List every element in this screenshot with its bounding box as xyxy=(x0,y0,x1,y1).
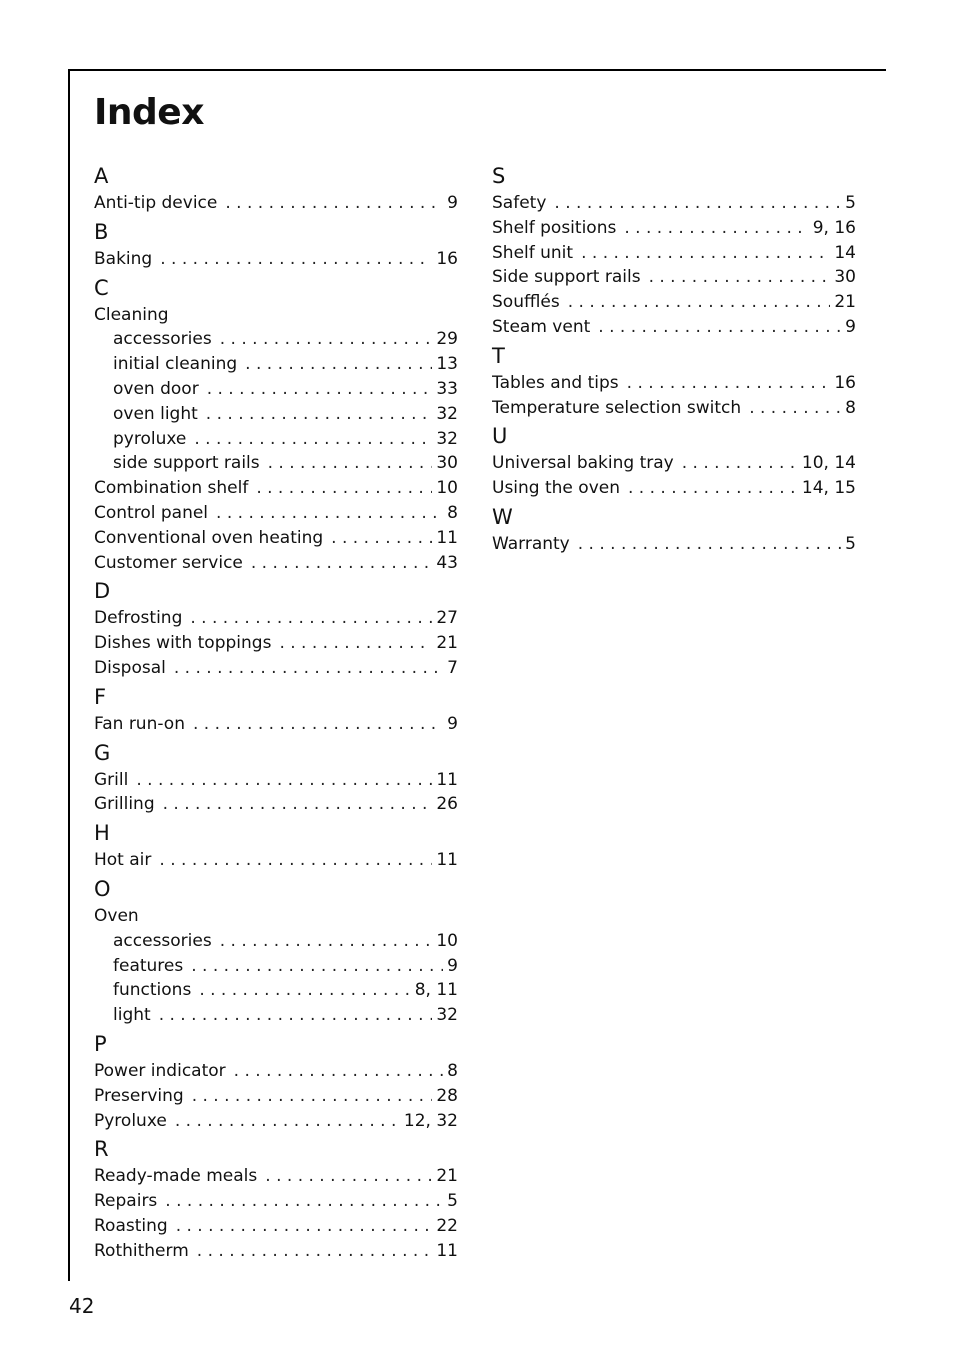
index-subentry xyxy=(94,427,458,452)
dot-leader xyxy=(220,327,433,352)
index-page-ref: 28 xyxy=(436,1085,458,1106)
index-page-ref: 11 xyxy=(436,850,458,871)
index-entry-label: Power indicator xyxy=(94,1060,226,1081)
index-entry-label: Defrosting xyxy=(94,608,183,629)
index-page-ref: 8 xyxy=(447,1060,458,1081)
index-entry-label: Using the oven xyxy=(492,478,620,499)
dot-leader xyxy=(682,451,798,476)
index-page-ref: 30 xyxy=(436,453,458,474)
index-entry-label: initial cleaning xyxy=(113,354,238,375)
index-entry-label: accessories xyxy=(113,329,212,350)
dot-leader xyxy=(194,427,432,452)
index-entry-label: Temperature selection switch xyxy=(492,397,742,418)
index-page-ref: 9, 16 xyxy=(812,217,856,238)
dot-leader xyxy=(206,402,433,427)
index-page-ref: 21 xyxy=(834,292,856,313)
dot-leader xyxy=(193,712,443,737)
index-letter-heading: B xyxy=(94,219,109,244)
index-page-ref: 5 xyxy=(845,533,856,554)
index-entry-label: Disposal xyxy=(94,657,166,678)
index-page-ref: 9 xyxy=(447,955,458,976)
dot-leader xyxy=(554,191,841,216)
index-entry xyxy=(94,792,458,817)
index-entry-label: Rothitherm xyxy=(94,1240,189,1261)
index-letter-heading: U xyxy=(492,424,508,449)
index-entry xyxy=(94,848,458,873)
index-subentry xyxy=(94,1003,458,1028)
index-subentry xyxy=(94,402,458,427)
dot-leader xyxy=(192,1084,433,1109)
index-entry xyxy=(94,768,458,793)
index-entry-label: features xyxy=(113,955,184,976)
dot-leader xyxy=(256,476,432,501)
index-entry-label: Combination shelf xyxy=(94,478,249,499)
index-entry-label: Pyroluxe xyxy=(94,1110,167,1131)
index-entry-label: Side support rails xyxy=(492,267,641,288)
index-entry-label: Warranty xyxy=(492,533,570,554)
dot-leader xyxy=(197,1239,433,1264)
index-entry-label: Grilling xyxy=(94,794,155,815)
index-subentry xyxy=(94,451,458,476)
index-subentry xyxy=(94,352,458,377)
index-page-ref: 11 xyxy=(436,1240,458,1261)
left-rule xyxy=(68,69,70,1281)
index-letter-heading: G xyxy=(94,740,111,765)
dot-leader xyxy=(624,216,808,241)
index-entry-label: Roasting xyxy=(94,1215,168,1236)
index-entry xyxy=(94,712,458,737)
dot-leader xyxy=(331,526,432,551)
index-letter-heading: S xyxy=(492,164,506,188)
index-entry-label: side support rails xyxy=(113,453,260,474)
index-page-ref: 7 xyxy=(447,657,458,678)
index-subentry xyxy=(94,929,458,954)
dot-leader xyxy=(578,532,841,557)
page-title: Index xyxy=(94,92,204,133)
dot-leader xyxy=(245,352,432,377)
index-entry-label: Steam vent xyxy=(492,316,591,337)
index-entry xyxy=(94,904,458,929)
index-letter-heading: F xyxy=(94,684,107,709)
dot-leader xyxy=(749,396,841,421)
index-page-ref: 32 xyxy=(436,403,458,424)
index-subentry xyxy=(94,377,458,402)
index-page-ref: 5 xyxy=(845,193,856,213)
index-page-ref: 10, 14 xyxy=(801,453,856,474)
index-page-ref: 30 xyxy=(834,267,856,288)
index-page-ref: 11 xyxy=(436,527,458,548)
index-page-ref: 9 xyxy=(447,193,458,213)
index-entry xyxy=(94,1239,458,1264)
index-entry-label: Oven xyxy=(94,905,139,926)
dot-leader xyxy=(265,1164,432,1189)
index-entry-label: oven light xyxy=(113,403,198,424)
index-entry xyxy=(94,1084,458,1109)
index-letter-heading: A xyxy=(94,164,109,188)
index-page-ref: 27 xyxy=(436,608,458,629)
index-page-ref: 22 xyxy=(436,1215,458,1236)
index-page-ref: 8 xyxy=(447,502,458,523)
index-letter-heading: O xyxy=(94,876,111,901)
index-page-ref: 43 xyxy=(436,552,458,573)
index-page-ref: 8, 11 xyxy=(414,980,458,1001)
index-entry xyxy=(492,315,856,340)
dot-leader xyxy=(191,954,443,979)
index-letter-heading: C xyxy=(94,275,109,300)
index-page-ref: 12, 32 xyxy=(403,1110,458,1131)
dot-leader xyxy=(225,191,443,216)
dot-leader xyxy=(163,792,433,817)
index-entry xyxy=(492,290,856,315)
index-page-ref: 16 xyxy=(834,372,856,393)
dot-leader xyxy=(199,978,410,1003)
index-subentry xyxy=(94,327,458,352)
dot-leader xyxy=(220,929,433,954)
index-entry-label: Dishes with toppings xyxy=(94,633,272,654)
index-page-ref: 33 xyxy=(436,378,458,399)
index-entry-label: Preserving xyxy=(94,1085,184,1106)
dot-leader xyxy=(207,377,433,402)
index-entry-label: functions xyxy=(113,980,192,1001)
page-number: 42 xyxy=(69,1294,95,1318)
dot-leader xyxy=(568,290,831,315)
index-entry xyxy=(492,216,856,241)
dot-leader xyxy=(628,476,798,501)
index-entry xyxy=(94,476,458,501)
index-page-ref: 5 xyxy=(447,1191,458,1212)
index-page-ref: 21 xyxy=(436,1166,458,1187)
index-entry xyxy=(94,1214,458,1239)
index-entry-label: Control panel xyxy=(94,502,209,523)
dot-leader xyxy=(176,1214,433,1239)
dot-leader xyxy=(581,241,830,266)
index-column-left xyxy=(94,160,458,1264)
index-entry-label: Conventional oven heating xyxy=(94,527,324,548)
index-subentry xyxy=(94,954,458,979)
index-entry xyxy=(492,396,856,421)
index-letter-heading: D xyxy=(94,579,111,604)
top-rule xyxy=(68,69,886,71)
index-entry xyxy=(94,1164,458,1189)
dot-leader xyxy=(598,315,841,340)
index-page-ref: 29 xyxy=(436,329,458,350)
index-page-ref: 10 xyxy=(436,930,458,951)
index-entry-label: Safety xyxy=(492,193,547,213)
index-entry-label: Soufflés xyxy=(492,292,560,313)
index-entry-label: Anti-tip device xyxy=(94,193,218,213)
index-entry-label: pyroluxe xyxy=(113,428,187,449)
index-entry xyxy=(492,241,856,266)
index-entry-label: oven door xyxy=(113,378,199,399)
dot-leader xyxy=(175,1109,400,1134)
index-page-ref: 11 xyxy=(436,769,458,790)
index-entry xyxy=(94,247,458,272)
dot-leader xyxy=(190,606,432,631)
dot-leader xyxy=(268,451,433,476)
index-subentry xyxy=(94,978,458,1003)
dot-leader xyxy=(279,631,432,656)
index-entry-label: Hot air xyxy=(94,850,152,871)
dot-leader xyxy=(216,501,443,526)
index-page-ref: 16 xyxy=(436,248,458,269)
index-page-ref: 21 xyxy=(436,633,458,654)
index-page-ref: 14, 15 xyxy=(801,478,856,499)
dot-leader xyxy=(160,247,432,272)
index-entry xyxy=(94,656,458,681)
index-entry-label: Baking xyxy=(94,248,153,269)
index-entry-label: Tables and tips xyxy=(492,372,619,393)
index-column-right xyxy=(492,160,856,557)
index-letter-heading: T xyxy=(492,343,505,368)
dot-leader xyxy=(159,848,432,873)
index-page-ref: 14 xyxy=(834,242,856,263)
index-entry-label: Fan run-on xyxy=(94,713,185,734)
index-letter-heading: W xyxy=(492,504,513,529)
index-entry xyxy=(492,191,856,216)
index-page-ref: 10 xyxy=(436,478,458,499)
dot-leader xyxy=(174,656,443,681)
index-entry xyxy=(94,606,458,631)
index-entry xyxy=(492,371,856,396)
index-entry xyxy=(492,265,856,290)
index-page-ref: 8 xyxy=(845,397,856,418)
index-letter-heading: R xyxy=(94,1137,109,1162)
index-entry xyxy=(94,191,458,216)
index-entry-label: Repairs xyxy=(94,1191,158,1212)
dot-leader xyxy=(251,551,432,576)
index-entry-label: Universal baking tray xyxy=(492,453,674,474)
index-page-ref: 9 xyxy=(845,316,856,337)
index-entry-label: Shelf unit xyxy=(492,242,574,263)
dot-leader xyxy=(136,768,432,793)
index-entry xyxy=(94,631,458,656)
index-letter-heading: P xyxy=(94,1031,107,1056)
index-entry xyxy=(492,476,856,501)
index-entry xyxy=(94,501,458,526)
index-entry xyxy=(94,303,458,328)
index-entry-label: Cleaning xyxy=(94,304,169,325)
index-entry-label: light xyxy=(113,1005,151,1026)
index-page-ref: 9 xyxy=(447,713,458,734)
index-entry xyxy=(492,532,856,557)
index-entry-label: Grill xyxy=(94,769,129,790)
index-entry xyxy=(94,1189,458,1214)
index-entry xyxy=(94,526,458,551)
index-entry xyxy=(492,451,856,476)
dot-leader xyxy=(234,1059,444,1084)
dot-leader xyxy=(627,371,831,396)
index-entry-label: Shelf positions xyxy=(492,217,617,238)
index-entry xyxy=(94,551,458,576)
index-letter-heading: H xyxy=(94,821,110,846)
index-entry-label: accessories xyxy=(113,930,212,951)
index-entry xyxy=(94,1109,458,1134)
index-page-ref: 32 xyxy=(436,1005,458,1026)
index-entry-label: Customer service xyxy=(94,552,243,573)
index-entry-label: Ready-made meals xyxy=(94,1166,258,1187)
dot-leader xyxy=(649,265,831,290)
index-page-ref: 32 xyxy=(436,428,458,449)
dot-leader xyxy=(159,1003,433,1028)
index-page-ref: 26 xyxy=(436,794,458,815)
dot-leader xyxy=(165,1189,443,1214)
index-page-ref: 13 xyxy=(436,354,458,375)
index-entry xyxy=(94,1059,458,1084)
